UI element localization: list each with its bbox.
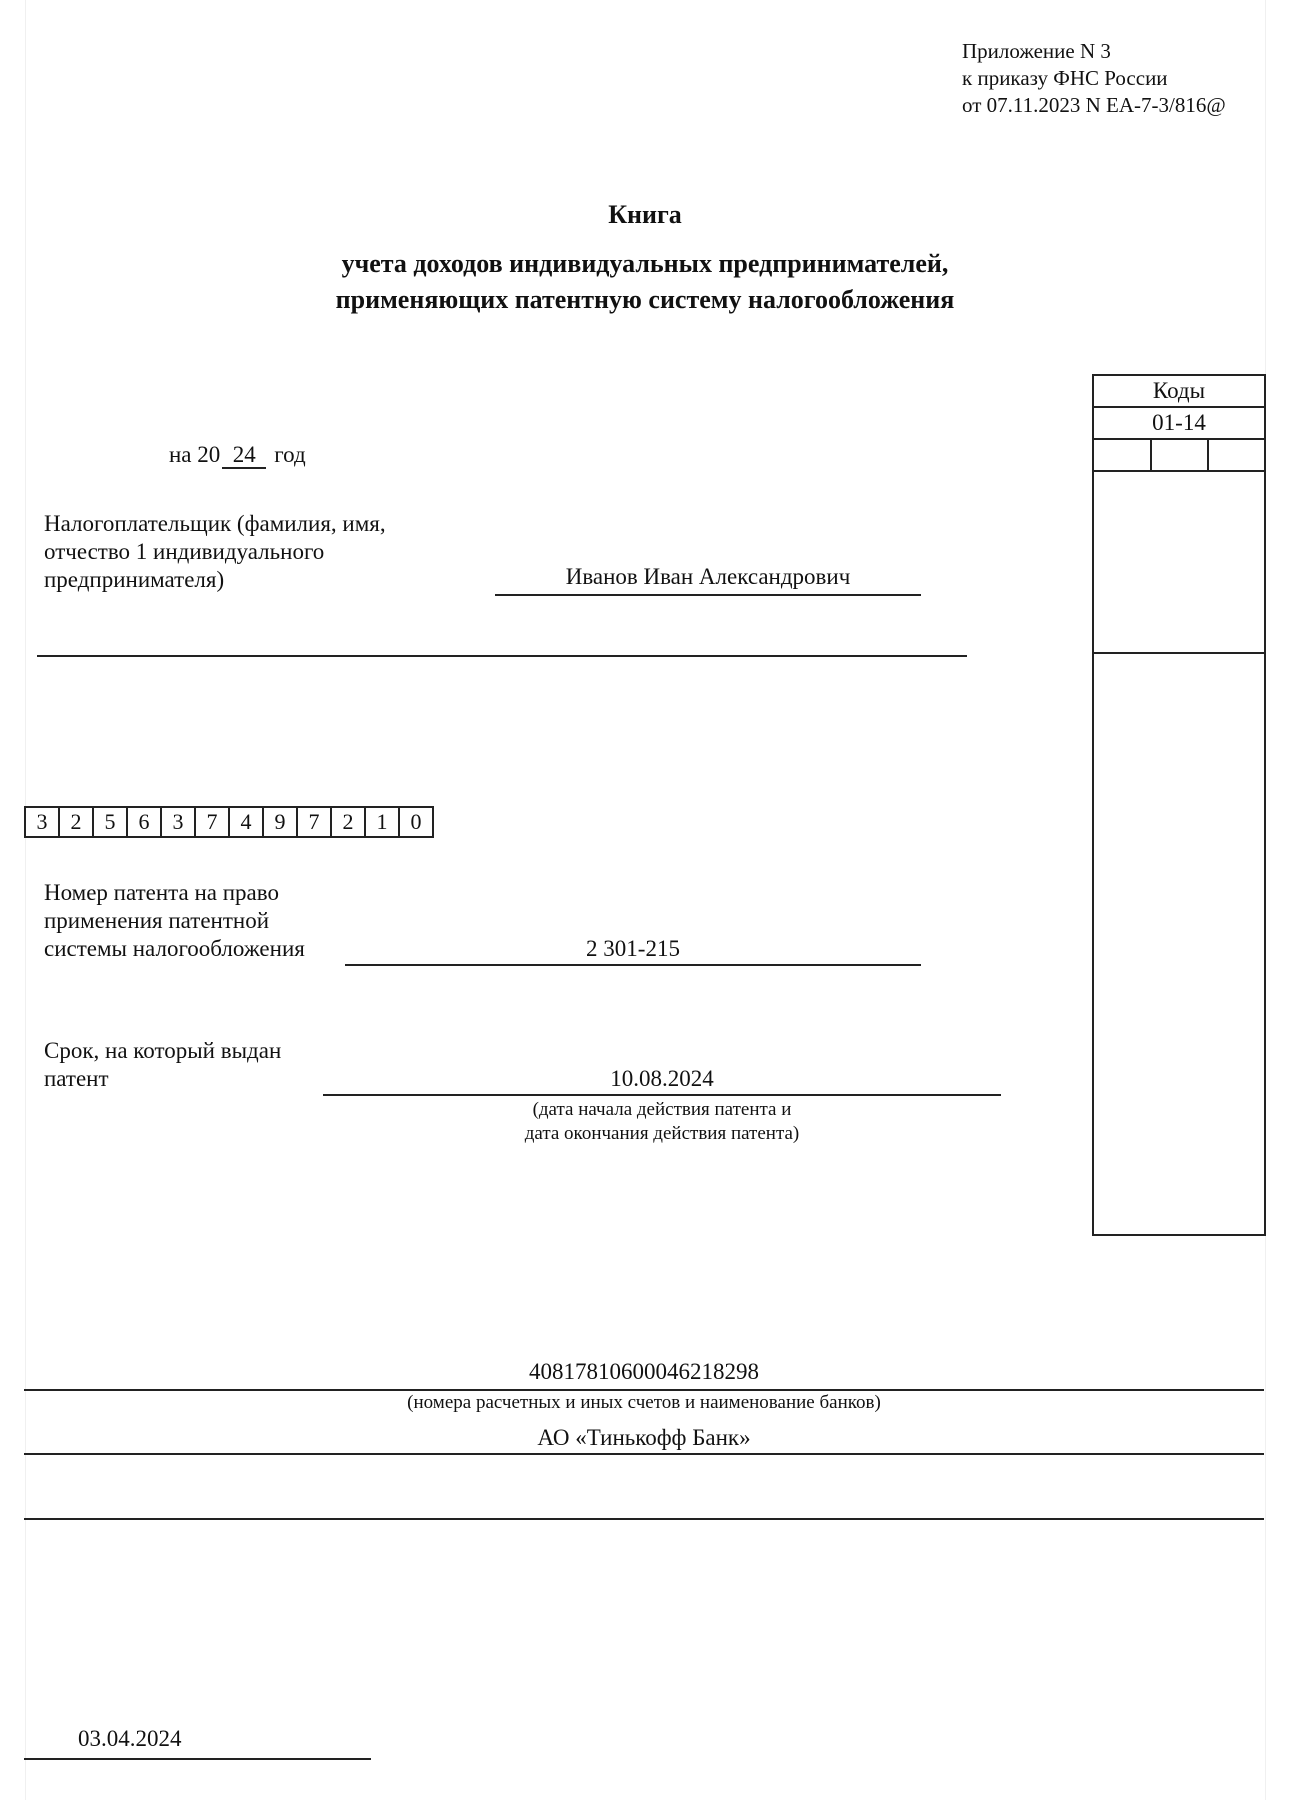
term-caption-line-2: дата окончания действия патента): [524, 1123, 800, 1144]
inn-digit-cell[interactable]: 7: [296, 806, 332, 838]
bank-name-field[interactable]: АО «Тинькофф Банк»: [537, 1425, 751, 1450]
taxpayer-label-line-1: Налогоплательщик (фамилия, имя,: [44, 511, 386, 536]
signature-date-underline: [24, 1758, 371, 1760]
codes-blank-cell: [1094, 472, 1264, 654]
term-label-line-2: патент: [44, 1066, 109, 1091]
taxpayer-extra-line: [37, 655, 967, 657]
term-label-line-1: Срок, на который выдан: [44, 1038, 282, 1063]
term-caption: [323, 1098, 1001, 1146]
appendix-header: [962, 38, 1226, 119]
year-value[interactable]: 24: [222, 443, 266, 469]
bank-underline: [24, 1453, 1264, 1455]
patent-label-line-3: системы налогообложения: [44, 936, 305, 961]
taxpayer-label-line-3: предпринимателя): [44, 567, 225, 592]
inn-digit-cell[interactable]: 5: [92, 806, 128, 838]
inn-digit-cell[interactable]: 3: [160, 806, 196, 838]
inn-cells: [24, 806, 432, 838]
patent-number-underline: [345, 964, 921, 966]
patent-label-line-2: применения патентной: [44, 908, 270, 933]
inn-digit-cell[interactable]: 6: [126, 806, 162, 838]
document-title: Книга: [608, 200, 682, 229]
codes-cell-divider: [1150, 440, 1152, 470]
year-line: [169, 442, 306, 469]
document-subtitle-line-1: учета доходов индивидуальных предпринимателей,: [341, 249, 949, 278]
account-caption: (номера расчетных и иных счетов и наименование банков): [407, 1392, 881, 1413]
document-subtitle: [0, 246, 1290, 318]
document-subtitle-line-2: применяющих патентную систему налогообложения: [335, 285, 955, 314]
taxpayer-label: [44, 510, 386, 594]
term-label: [44, 1037, 281, 1093]
codes-form-code: 01-14: [1094, 408, 1264, 440]
patent-label: [44, 879, 305, 963]
codes-cell-divider: [1207, 440, 1209, 470]
codes-table: [1092, 374, 1266, 1236]
appendix-line-2: к приказу ФНС России: [962, 66, 1168, 90]
term-date-field[interactable]: 10.08.2024: [610, 1066, 714, 1091]
account-number-field[interactable]: 40817810600046218298: [529, 1359, 759, 1384]
appendix-line-1: Приложение N 3: [962, 39, 1111, 63]
year-suffix: год: [274, 442, 306, 467]
term-caption-line-1: (дата начала действия патента и: [532, 1099, 792, 1120]
year-prefix: на 20: [169, 442, 221, 467]
taxpayer-name-underline: [495, 594, 921, 596]
inn-digit-cell[interactable]: 1: [364, 806, 400, 838]
term-date-underline: [323, 1094, 1001, 1096]
patent-label-line-1: Номер патента на право: [44, 880, 279, 905]
inn-digit-cell[interactable]: 0: [398, 806, 434, 838]
inn-digit-cell[interactable]: 2: [330, 806, 366, 838]
inn-digit-cell[interactable]: 3: [24, 806, 60, 838]
inn-digit-cell[interactable]: 4: [228, 806, 264, 838]
signature-date-field[interactable]: 03.04.2024: [78, 1726, 182, 1751]
inn-digit-cell[interactable]: 7: [194, 806, 230, 838]
extra-account-line: [24, 1518, 1264, 1520]
codes-header: Коды: [1094, 376, 1264, 408]
taxpayer-name-field[interactable]: Иванов Иван Александрович: [565, 564, 851, 589]
appendix-line-3: от 07.11.2023 N ЕА-7-3/816@: [962, 93, 1226, 117]
account-underline: [24, 1389, 1264, 1391]
inn-digit-cell[interactable]: 2: [58, 806, 94, 838]
inn-digit-cell[interactable]: 9: [262, 806, 298, 838]
patent-number-field[interactable]: 2 301-215: [586, 936, 680, 961]
codes-date-cells: [1094, 440, 1264, 472]
taxpayer-label-line-2: отчество 1 индивидуального: [44, 539, 325, 564]
